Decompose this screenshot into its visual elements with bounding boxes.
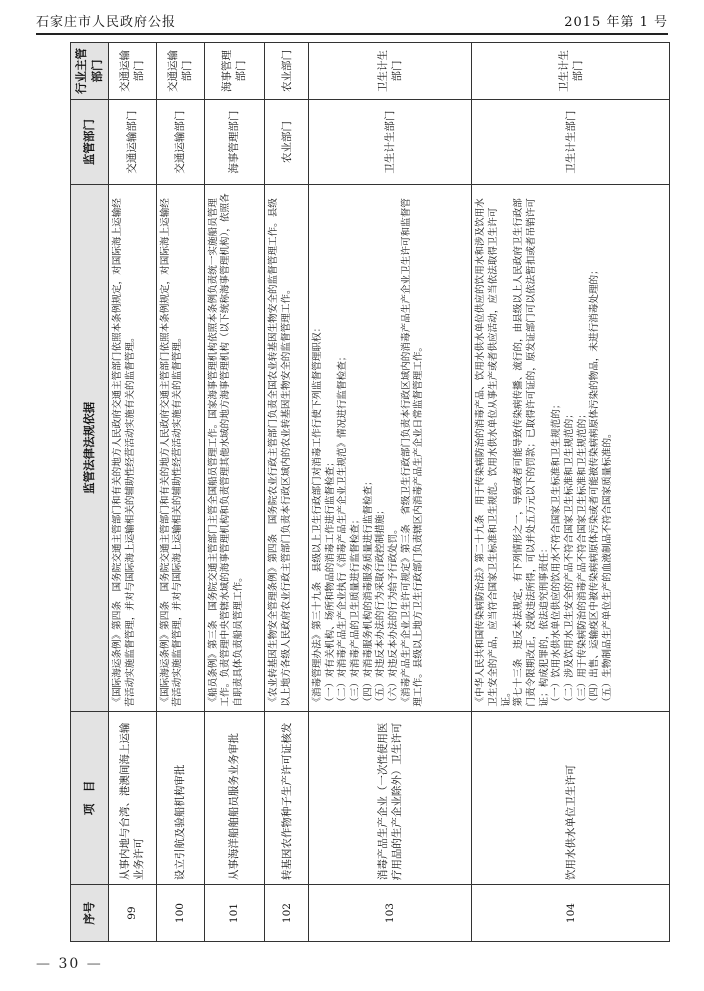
row-supervisor: 卫生计生部门: [308, 99, 471, 184]
rotated-table: [70, 42, 670, 942]
table-body: [109, 43, 670, 942]
row-number: 101: [204, 885, 265, 942]
row-number: 99: [109, 885, 157, 942]
table-row: [265, 43, 309, 942]
basis-line: 《消毒管理办法》第三十九条 县级以上卫生行政部门对消毒工作行使下列监督管理职权：: [311, 322, 323, 707]
table-row: [156, 43, 204, 942]
row-authority: 海事管理部门: [204, 43, 265, 100]
regulation-table: [70, 42, 670, 942]
basis-line: （二）涉及饮用水卫生安全的产品不符合国家卫生标准和卫生规范的；: [563, 409, 575, 707]
page-footer: [36, 956, 103, 972]
basis-line: （五）对违反本办法的行为采取行政控制措施；: [375, 505, 387, 707]
table-row: [308, 43, 471, 942]
footer-dash-right: —: [86, 956, 103, 972]
table-header-row: [71, 43, 109, 942]
row-basis: [204, 185, 265, 711]
basis-line: （一）对有关机构、场所和物品的消毒工作进行监督检查；: [324, 457, 336, 707]
row-authority: 交通运输部门: [156, 43, 204, 100]
row-number: 100: [156, 885, 204, 942]
row-supervisor: 交通运输部门: [109, 99, 157, 184]
row-basis: [156, 185, 204, 711]
basis-line: 《国际海运条例》第四条 国务院交通主管部门和有关的地方人民政府交通主管部门依照本条例规定，对国际海上运输经营活动实施监督管理，并对与国际海上运输相关的辅助性经营活动实施有关的监督管理。: [112, 198, 136, 707]
footer-dash-left: —: [36, 956, 52, 972]
row-number: 103: [308, 885, 471, 942]
basis-line: （一）饮用水供水单位供应的饮用水不符合国家卫生标准和卫生规范的；: [551, 399, 563, 707]
table-row: [472, 43, 670, 942]
issue-number: 2015 年第 1 号: [564, 15, 668, 30]
basis-line: （四）出售、运输疫区中被传染病病原体污染或者可能被传染病病原体污染的物品，未进行消毒处理的；: [589, 265, 601, 707]
row-authority: 卫生计生部门: [308, 43, 471, 100]
row-basis: [308, 185, 471, 711]
row-item: 设立引航及验船机构审批: [156, 711, 204, 885]
row-number: 104: [472, 885, 670, 942]
row-supervisor: 海事管理部门: [204, 99, 265, 184]
row-authority: 卫生计生部门: [472, 43, 670, 100]
row-item: 饮用水供水单位卫生许可: [472, 711, 670, 885]
row-item: 从事内地与台湾、港澳间海上运输业务许可: [109, 711, 157, 885]
col-header-supervisor: 监管部门: [71, 99, 109, 184]
row-item: 从事海洋船舶船员服务业务审批: [204, 711, 265, 885]
basis-line: 第七十三条 违反本法规定，有下列情形之一，导致或者可能导致传染病传播、流行的，由县级以上人民政府卫生行政部门责令限期改正，没收违法所得，可以并处五万元以下的罚款；已取得许可证的，原发证部门可以依法暂扣或者吊销许可证；构成犯罪的，依法追究刑事责任：: [513, 198, 550, 707]
table-row: [109, 43, 157, 942]
col-header-no: 序号: [71, 885, 109, 942]
basis-line: （三）对消毒产品的卫生质量进行监督检查；: [349, 514, 361, 707]
row-basis: [109, 185, 157, 711]
col-header-item: 项 目: [71, 711, 109, 885]
basis-line: 《国际海运条例》第四条 国务院交通主管部门和有关的地方人民政府交通主管部门依照本条例规定，对国际海上运输经营活动实施监督管理，并对与国际海上运输相关的辅助性经营活动实施有关的监督管理。: [159, 198, 184, 707]
col-header-basis: 监管法律法规依据: [71, 185, 109, 711]
basis-line: （三）用于传染病防治的消毒产品不符合国家卫生标准和卫生规范的；: [576, 409, 588, 707]
basis-line: 《消毒产品生产企业卫生许可规定》第三条 省级卫生行政部门负责本行政区域内的消毒产品生产企业卫生许可和监督管理工作。县级以上地方卫生行政部门负责辖区内消毒产品生产企业日常监督管理工作。: [400, 198, 425, 707]
row-supervisor: 交通运输部门: [156, 99, 204, 184]
row-authority: 农业部门: [265, 43, 309, 100]
basis-line: （二）对消毒产品生产企业执行《消毒产品生产企业卫生规范》情况进行监督检查；: [337, 351, 349, 707]
row-supervisor: 农业部门: [265, 99, 309, 184]
table-container: [70, 42, 670, 942]
page-number: 30: [58, 956, 81, 972]
row-number: 102: [265, 885, 309, 942]
row-item: 转基因农作物种子生产许可证核发: [265, 711, 309, 885]
row-supervisor: 卫生计生部门: [472, 99, 670, 184]
basis-line: （五）生物制品生产单位生产的血液制品不符合国家质量标准的。: [601, 428, 613, 707]
row-basis: [265, 185, 309, 711]
basis-line: （六）对违反本办法的行为给予行政处罚。: [387, 524, 399, 707]
table-row: [204, 43, 265, 942]
basis-line: 《中华人民共和国传染病防治法》第二十九条 用于传染病防治的消毒产品、饮用水供水单位供应的饮用水和涉及饮用水卫生安全的产品，应当符合国家卫生标准和卫生规范。饮用水供水单位从事生产或者供应活动，应当依法取得卫生许可证。: [475, 198, 512, 707]
basis-line: 《船员条例》第三条 国务院交通主管部门主管全国船员管理工作。国家海事管理机构依照本条例负责统一实施船员管理工作。负责管理中央管辖水域的海事管理机构和负责管理其他水域的地方海事管理机构（以下统称海事管理机构），依照各自职责具体负责船员管理工作。: [207, 193, 244, 707]
publication-title: 石家庄市人民政府公报: [36, 15, 177, 30]
col-header-authority: 行业主管部门: [71, 43, 109, 100]
row-authority: 交通运输部门: [109, 43, 157, 100]
row-basis: [472, 185, 670, 711]
basis-line: 《农业转基因生物安全管理条例》第四条 国务院农业行政主管部门负责全国农业转基因生物安全的监督管理工作。县级以上地方各级人民政府农业行政主管部门负责本行政区域内的农业转基因生物安全的监督管理工作。: [268, 198, 292, 707]
basis-line: （四）对消毒服务机构的消毒服务质量进行监督检查；: [362, 476, 374, 707]
row-item: 消毒产品生产企业（一次性使用医疗用品的生产企业除外）卫生许可: [308, 711, 471, 885]
page-header: [36, 6, 668, 35]
